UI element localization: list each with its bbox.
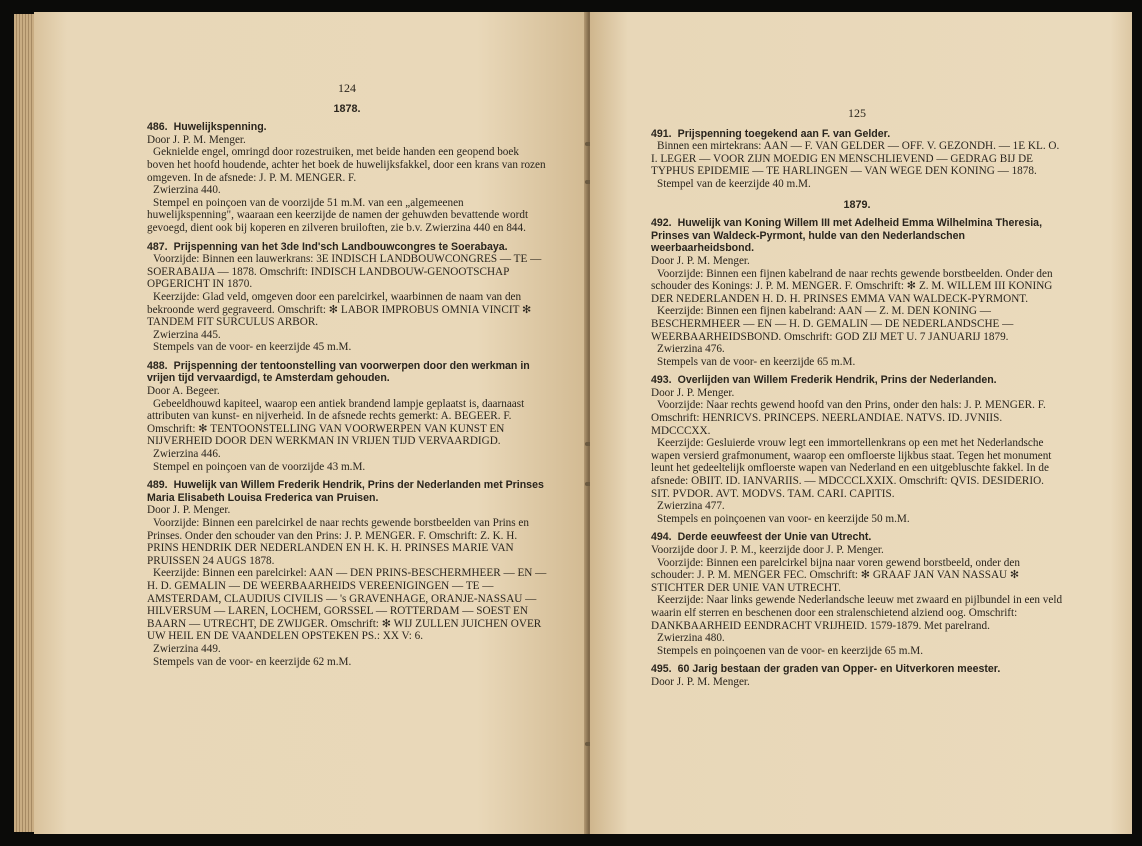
entry-title: Prijspenning toegekend aan F. van Gelder. (677, 127, 891, 140)
entry-488 (147, 360, 547, 473)
entry-line: Zwierzina 446. (153, 448, 221, 461)
page-number-right: 125 (848, 106, 866, 120)
entry-494 (651, 531, 1063, 657)
entry-line: Door J. P. M. Menger. (147, 133, 246, 146)
right-page-text (651, 107, 1063, 689)
book-page-edges (14, 14, 36, 832)
entry-line: Voorzijde: Binnen een parelcirkel bijna naar voren gewend borstbeeld, onder den schouder: J. P. M. MENGER FEC. Omschrift: ✻ GRAAF JAN VAN NASSAU ✻ STICHTER DER UNIE VAN UTRECHT. (651, 556, 1020, 594)
entry-number: 493. (651, 374, 672, 387)
year-heading-1878: 1878. (333, 102, 361, 115)
left-page (34, 12, 588, 834)
entry-line: Zwierzina 440. (153, 184, 221, 197)
left-page-text (147, 82, 547, 668)
entry-number: 487. (147, 240, 168, 253)
entry-line: Stempels van de voor- en keerzijde 65 m.M. (657, 355, 856, 368)
entry-line: Binnen een mirtekrans: AAN — F. VAN GELDER — OFF. V. GEZONDH. — 1E KL. O. I. LEGER — VOOR ZIJN MOEDIG EN MENSCHLIEVEND — GEDRAG BIJ DE TYPHUS EPIDEMIE — TE HARLINGEN — VAN WEGE DEN KONING — 1878. (651, 140, 1060, 178)
entry-line: Voorzijde: Naar rechts gewend hoofd van den Prins, onder den hals: J. P. MENGER. F. Omschrift: HENRICVS. PRINCEPS. NEERLANDIAE. NATVS. ID. JVNIIS. MDCCCXX. (651, 399, 1046, 437)
entry-line: Voorzijde: Binnen een parelcirkel de naar rechts gewende borstbeelden van Prins en Prinses. Onder den schouder van den Prins: J. P. MENGER. F. Omschrift: Z. K. H. PRINS HENDRIK DER NEDERLANDEN EN H. K. H. PRINSES MARIE VAN PRUISSEN 24 AUGS 1878. (147, 517, 529, 567)
entry-line: Stempel en poinçoen van de voorzijde 43 m.M. (153, 460, 366, 473)
entry-number: 488. (147, 359, 168, 372)
entry-line: Stempel en poinçoen van de voorzijde 51 m.M. van een „algemeenen huwelijkspenning", waaraan een keerzijde de namen der gehuwden bevattende wordt gevoegd, dient ook bij koperen en zilveren bruiloften, zie b.v. Zwierzina 440 en 844. (147, 196, 529, 234)
entry-line: Door J. P. M. Menger. (651, 254, 750, 267)
entry-line: Zwierzina 480. (657, 632, 725, 645)
entry-line: Door J. P. Menger. (651, 386, 735, 399)
entry-line: Zwierzina 476. (657, 343, 725, 356)
entry-line: Zwierzina 449. (153, 642, 221, 655)
entry-title: Prijspenning der tentoonstelling van voorwerpen door den werkman in vrijen tijd vervaardigd, te Amsterdam gehouden. (147, 359, 530, 385)
entry-title: Huwelijk van Willem Frederik Hendrik, Prins der Nederlanden met Prinses Maria Elisabeth Louisa Frederica van Pruisen. (147, 479, 544, 504)
entry-number: 494. (651, 531, 672, 544)
entry-491 (651, 128, 1063, 191)
entry-486 (147, 121, 547, 234)
entry-492 (651, 217, 1063, 368)
entry-line: Voorzijde: Binnen een fijnen kabelrand de naar rechts gewende borstbeelden. Onder den schouder des Konings: J. P. M. MENGER. F. Omschrift: ✻ Z. M. WILLEM III KONING DER NEDERLANDEN H. D. H. PRINSES EMMA VAN WALDECK-PYRMONT. (651, 267, 1053, 305)
year-heading-1879: 1879. (843, 198, 871, 211)
entry-495 (651, 663, 1063, 688)
entry-line: Keerzijde: Glad veld, omgeven door een parelcirkel, waarbinnen de naam van den bekroonde werd gegraveerd. Omschrift: ✻ LABOR IMPROBUS OMNIA VINCIT ✻ TANDEM FIT SURCULUS ARBOR. (147, 290, 532, 329)
entry-line: Stempels van de voor- en keerzijde 62 m.M. (153, 655, 352, 668)
entry-title: Huwelijkspenning. (173, 121, 267, 134)
entry-493 (651, 374, 1063, 525)
page-number-left: 124 (338, 81, 356, 95)
entry-489 (147, 479, 547, 668)
entry-number: 489. (147, 479, 168, 492)
entry-line: Keerzijde: Gesluierde vrouw legt een immortellenkrans op een met het Nederlandsche wapen versierd grafmonument, waarop een omfloerste lijkbus staat. Tegen het monument leunt het gedeeltelijk omfloerste wapen van Nederland en een uitgebluschte fakkel. In de afsnede: OBIIT. ID. IANVARIIS. — MDCCCLXXIX. Omschrift: QVIS. DESIDERIO. SIT. PVDOR. AVT. MODVS. TAM. CARI. CAPITIS. (651, 437, 1052, 500)
entry-line: Door J. P. M. Menger. (651, 675, 750, 688)
entry-line: Door J. P. Menger. (147, 504, 231, 517)
entry-number: 491. (651, 127, 672, 140)
entry-line: Gebeeldhouwd kapiteel, waarop een antiek brandend lampje geplaatst is, daarnaast attributen van kunst- en nijverheid. In de afsnede rechts gemerkt: A. BEGEER. F. Omschrift: ✻ TENTOONSTELLING VAN VOORWERPEN VAN KUNST EN NIJVERHEID DOOR DEN WERKMAN IN VRIJEN TIJD VERVAARDIGD. (147, 397, 525, 448)
entry-line: Keerzijde: Naar links gewende Nederlandsche leeuw met zwaard en pijlbundel in een veld waarin elf sterren en beschenen door een stralenschietend alziend oog. Omschrift: DANKBAARHEID EENDRACHT VRIJHEID. 1579-1879. Met parelrand. (651, 594, 1063, 632)
entry-line: Zwierzina 477. (657, 500, 725, 513)
entry-line: Stempel van de keerzijde 40 m.M. (657, 177, 811, 190)
entry-line: Voorzijde door J. P. M., keerzijde door J. P. Menger. (651, 544, 884, 556)
entry-line: Keerzijde: Binnen een fijnen kabelrand: AAN — Z. M. DEN KONING — BESCHERMHEER — EN — H. D. GEMALIN — DE NEDERLANDSCHE — WEERBAARHEIDSBOND. Omschrift: GOD ZIJ MET U. 7 JANUARIJ 1879. (651, 305, 1014, 343)
entry-line: Keerzijde: Binnen een parelcirkel: AAN — DEN PRINS-BESCHERMHEER — EN — H. D. GEMALIN — DE WEERBAARHEIDS VEREENIGINGEN — TE — AMSTERDAM, CLAUDIUS CIVILIS — 's GRAVENHAGE, ORANJE-NASSAU — HILVERSUM — LAREN, LOCHEM, GORSSEL — ROTTERDAM — SOEST EN BAARN — UTRECHT, DE ZWIJGER. Omschrift: ✻ WIJ ZULLEN JUICHEN OVER UW HEIL EN DE VAANDELEN OPSTEKEN PS.: XX V: 6. (147, 567, 547, 643)
entry-number: 486. (147, 121, 168, 134)
entry-line: Stempels en poinçoenen van voor- en keerzijde 50 m.M. (657, 512, 910, 525)
entry-line: Zwierzina 445. (153, 328, 221, 341)
entry-487 (147, 241, 547, 354)
entry-line: Geknielde engel, omringd door rozestruiken, met beide handen een geopend boek boven het hoofd houdende, achter het boek de huwelijksfakkel, door een krans van rozen omgeven. In de afsnede: J. P. M. MENGER. F. (147, 146, 546, 184)
entry-line: Stempels van de voor- en keerzijde 45 m.M. (153, 341, 352, 354)
entry-title: 60 Jarig bestaan der graden van Opper- en Uitverkoren meester. (677, 663, 1001, 676)
entry-line: Door A. Begeer. (147, 385, 220, 398)
entry-line: Stempels en poinçoenen van de voor- en keerzijde 65 m.M. (657, 644, 924, 657)
entry-title: Prijspenning van het 3de Ind'sch Landbouwcongres te Soerabaya. (173, 240, 508, 253)
entry-title: Huwelijk van Koning Willem III met Adelheid Emma Wilhelmina Theresia, Prinses van Waldeck-Pyrmont, hulde van den Nederlandschen weerbaarheidsbond. (651, 217, 1043, 255)
right-page (590, 12, 1132, 834)
entry-title: Overlijden van Willem Frederik Hendrik, Prins der Nederlanden. (677, 374, 997, 387)
entry-number: 492. (651, 217, 672, 230)
entry-number: 495. (651, 663, 672, 676)
entry-line: Voorzijde: Binnen een lauwerkrans: 3E INDISCH LANDBOUWCONGRES — TE — SOERABAIJA — 1878. Omschrift: INDISCH LANDBOUW-GENOOTSCHAP OPGERICHT IN 1870. (147, 253, 542, 291)
entry-title: Derde eeuwfeest der Unie van Utrecht. (677, 531, 872, 544)
